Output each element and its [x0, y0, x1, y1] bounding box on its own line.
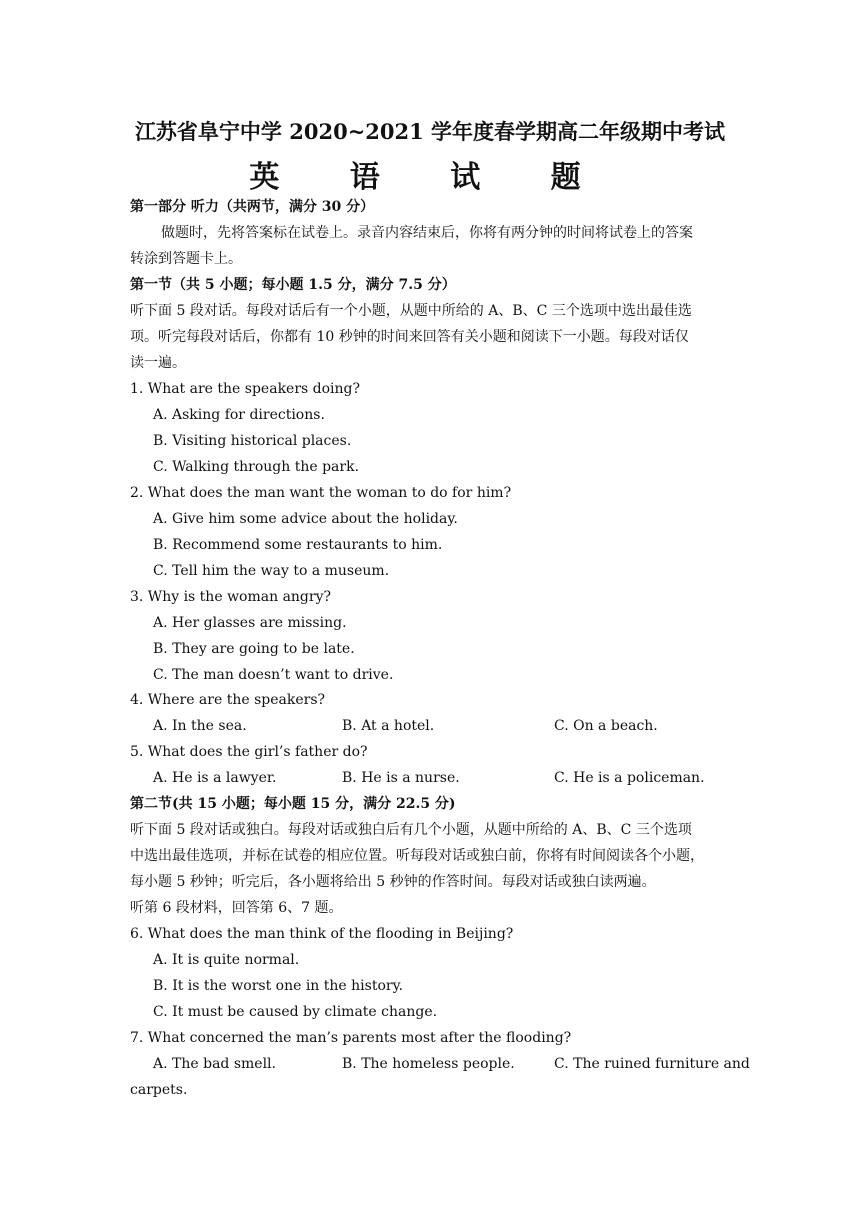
question-6-option-b: B. It is the worst one in the history.	[153, 978, 404, 994]
question-5-stem: 5. What does the girl’s father do?	[130, 744, 368, 760]
question-7-option-a: A. The bad smell.	[153, 1056, 276, 1072]
section2-intro-line2: 中选出最佳选项，并标在试卷的相应位置。听每段对话或独白前，你将有时间阅读各个小题，	[130, 848, 704, 864]
section2-material-note: 听第 6 段材料，回答第 6、7 题。	[130, 900, 343, 916]
section1-intro-line3: 读一遍。	[130, 355, 186, 371]
question-3-option-c: C. The man doesn’t want to drive.	[153, 667, 394, 683]
section1-heading: 第一节（共 5 小题；每小题 1.5 分，满分 7.5 分）	[130, 277, 456, 293]
question-7-option-c: C. The ruined furniture and	[554, 1056, 750, 1072]
question-3-option-b: B. They are going to be late.	[153, 641, 355, 657]
section2-intro-line3: 每小题 5 秒钟；听完后，各小题将给出 5 秒钟的作答时间。每段对话或独白读两遍。	[130, 874, 656, 890]
question-5-option-c: C. He is a policeman.	[554, 770, 705, 786]
question-2-option-c: C. Tell him the way to a museum.	[153, 563, 390, 579]
question-7-option-b: B. The homeless people.	[342, 1056, 515, 1072]
exam-title: 江苏省阜宁中学 2020~2021 学年度春学期高二年级期中考试	[134, 119, 726, 144]
question-6-option-c: C. It must be caused by climate change.	[153, 1004, 438, 1020]
part1-intro-line1: 做题时，先将答案标在试卷上。录音内容结束后，你将有两分钟的时间将试卷上的答案	[161, 225, 693, 241]
section2-intro-line1: 听下面 5 段对话或独白。每段对话或独白后有几个小题，从题中所给的 A、B、C 三个选项	[130, 822, 692, 838]
question-2-stem: 2. What does the man want the woman to do for him?	[130, 485, 512, 501]
section1-intro-line2: 项。听完每段对话后，你都有 10 秒钟的时间来回答有关小题和阅读下一小题。每段对话仅	[130, 329, 689, 345]
question-2-option-a: A. Give him some advice about the holiday.	[153, 511, 458, 527]
question-6-option-a: A. It is quite normal.	[153, 952, 300, 968]
question-3-option-a: A. Her glasses are missing.	[153, 615, 347, 631]
question-2-option-b: B. Recommend some restaurants to him.	[153, 537, 443, 553]
question-5-option-b: B. He is a nurse.	[342, 770, 460, 786]
question-4-option-a: A. In the sea.	[153, 718, 247, 734]
question-4-option-b: B. At a hotel.	[342, 718, 435, 734]
question-3-stem: 3. Why is the woman angry?	[130, 589, 331, 605]
question-4-stem: 4. Where are the speakers?	[130, 692, 326, 708]
question-1-option-c: C. Walking through the park.	[153, 459, 360, 475]
question-6-stem: 6. What does the man think of the flooding in Beijing?	[130, 926, 514, 942]
section1-intro-line1: 听下面 5 段对话。每段对话后有一个小题，从题中所给的 A、B、C 三个选项中选出最佳选	[130, 303, 692, 319]
question-7-stem: 7. What concerned the man’s parents most after the flooding?	[130, 1030, 572, 1046]
question-1-option-b: B. Visiting historical places.	[153, 433, 352, 449]
section2-heading: 第二节(共 15 小题；每小题 15 分，满分 22.5 分)	[130, 796, 456, 812]
question-1-option-a: A. Asking for directions.	[153, 407, 325, 423]
question-1-stem: 1. What are the speakers doing?	[130, 381, 361, 397]
question-4-option-c: C. On a beach.	[554, 718, 658, 734]
question-5-option-a: A. He is a lawyer.	[153, 770, 277, 786]
part1-heading: 第一部分 听力（共两节，满分 30 分）	[130, 199, 375, 215]
exam-subtitle: 英 语 试 题	[249, 160, 611, 195]
question-7-option-c-continued: carpets.	[130, 1082, 188, 1098]
part1-intro-line2: 转涂到答题卡上。	[130, 251, 242, 267]
